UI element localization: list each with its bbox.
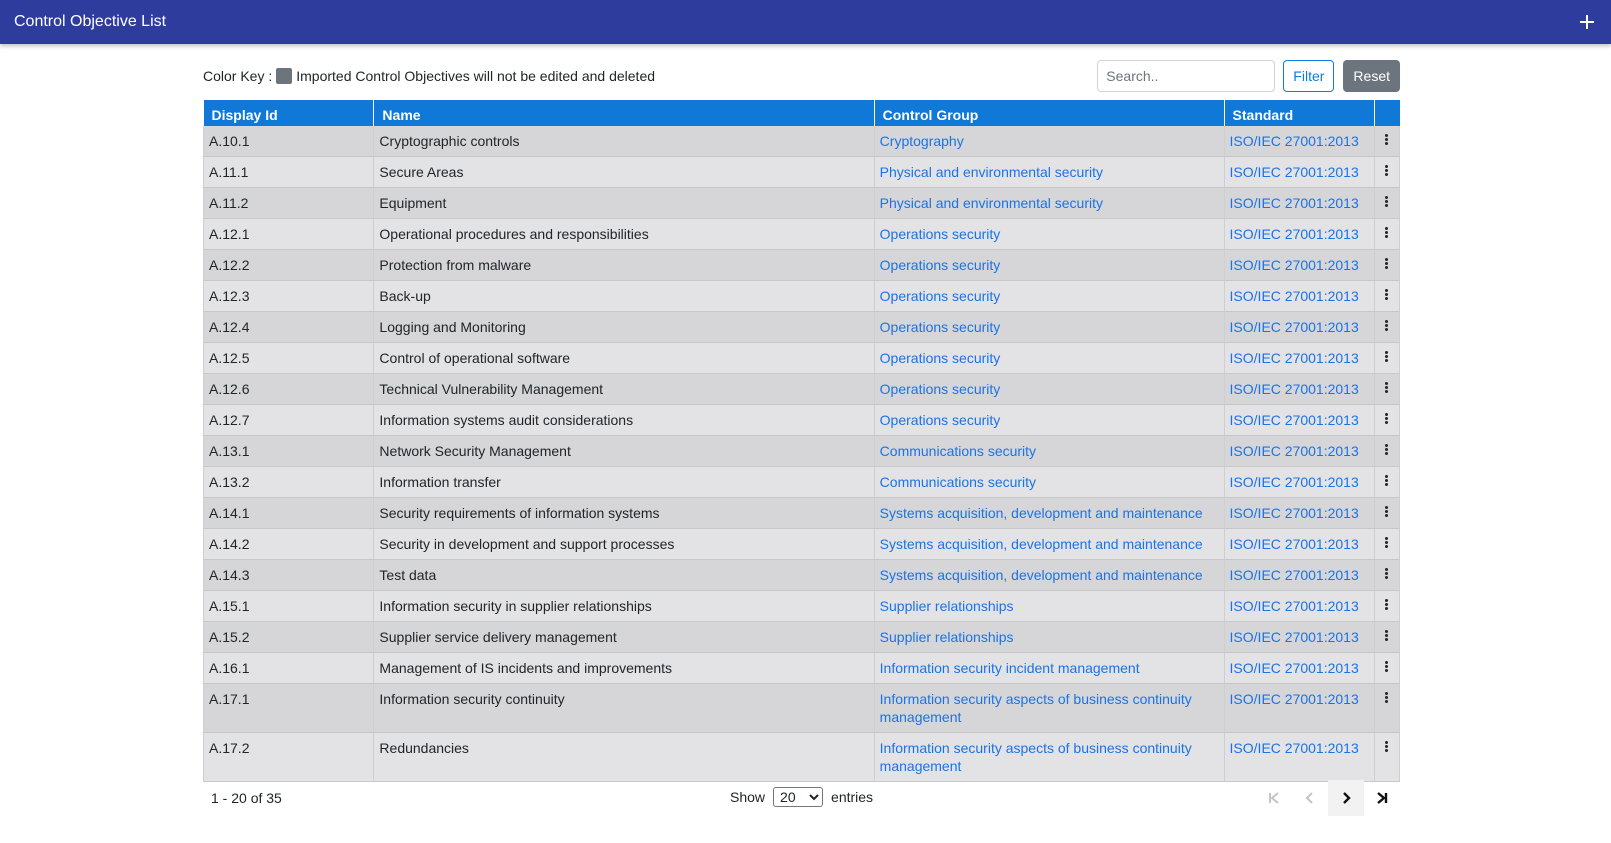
control-group-link[interactable]: Operations security xyxy=(879,257,1001,273)
control-group-link[interactable]: Information security aspects of business continuity management xyxy=(879,691,1192,725)
control-group-link[interactable]: Operations security xyxy=(879,288,1001,304)
table-row[interactable] xyxy=(204,622,1400,653)
cell-name: Security requirements of information systems xyxy=(374,498,874,529)
cell-standard xyxy=(1224,219,1374,250)
table-row[interactable] xyxy=(204,529,1400,560)
more-options-icon[interactable] xyxy=(1385,691,1389,704)
cell-actions xyxy=(1374,529,1399,560)
cell-display-id: A.12.2 xyxy=(204,250,374,281)
table-row[interactable] xyxy=(204,591,1400,622)
show-label: Show xyxy=(730,789,766,805)
cell-control-group xyxy=(874,622,1224,653)
cell-name: Management of IS incidents and improvements xyxy=(374,653,874,684)
standard-link[interactable]: ISO/IEC 27001:2013 xyxy=(1229,505,1359,521)
control-group-link[interactable]: Physical and environmental security xyxy=(879,164,1104,180)
cell-control-group xyxy=(874,281,1224,312)
cell-actions xyxy=(1374,312,1399,343)
cell-control-group xyxy=(874,188,1224,219)
standard-link[interactable]: ISO/IEC 27001:2013 xyxy=(1229,691,1359,707)
cell-name: Back-up xyxy=(374,281,874,312)
toolbar xyxy=(203,60,1400,92)
cell-display-id: A.14.3 xyxy=(204,560,374,591)
column-header-standard[interactable]: Standard xyxy=(1224,100,1374,126)
cell-display-id: A.12.5 xyxy=(204,343,374,374)
cell-control-group xyxy=(874,467,1224,498)
standard-link[interactable]: ISO/IEC 27001:2013 xyxy=(1229,381,1359,397)
control-group-link[interactable]: Cryptography xyxy=(879,133,964,149)
cell-control-group xyxy=(874,653,1224,684)
standard-link[interactable]: ISO/IEC 27001:2013 xyxy=(1229,740,1359,756)
cell-display-id: A.14.2 xyxy=(204,529,374,560)
pagination xyxy=(1256,780,1400,816)
cell-name: Supplier service delivery management xyxy=(374,622,874,653)
control-group-link[interactable]: Supplier relationships xyxy=(879,598,1014,614)
color-key xyxy=(203,68,655,84)
control-group-link[interactable]: Systems acquisition, development and maintenance xyxy=(879,567,1203,583)
cell-control-group xyxy=(874,529,1224,560)
control-group-link[interactable]: Operations security xyxy=(879,381,1001,397)
cell-actions xyxy=(1374,684,1399,733)
cell-display-id: A.10.1 xyxy=(204,126,374,157)
more-options-icon[interactable] xyxy=(1385,567,1389,580)
more-options-icon[interactable] xyxy=(1385,412,1389,425)
cell-display-id: A.15.2 xyxy=(204,622,374,653)
cell-name: Redundancies xyxy=(374,733,874,782)
cell-name: Technical Vulnerability Management xyxy=(374,374,874,405)
standard-link[interactable]: ISO/IEC 27001:2013 xyxy=(1229,288,1359,304)
standard-link[interactable]: ISO/IEC 27001:2013 xyxy=(1229,350,1359,366)
table-row[interactable] xyxy=(204,467,1400,498)
cell-display-id: A.12.4 xyxy=(204,312,374,343)
cell-actions xyxy=(1374,591,1399,622)
cell-standard xyxy=(1224,405,1374,436)
cell-name: Control of operational software xyxy=(374,343,874,374)
control-objective-table xyxy=(203,100,1400,782)
cell-standard xyxy=(1224,374,1374,405)
cell-display-id: A.12.1 xyxy=(204,219,374,250)
table-row[interactable] xyxy=(204,436,1400,467)
cell-standard xyxy=(1224,467,1374,498)
cell-standard xyxy=(1224,622,1374,653)
cell-standard xyxy=(1224,684,1374,733)
table-footer xyxy=(203,780,1400,816)
cell-actions xyxy=(1374,157,1399,188)
cell-actions xyxy=(1374,436,1399,467)
cell-actions xyxy=(1374,188,1399,219)
cell-standard xyxy=(1224,157,1374,188)
more-options-icon[interactable] xyxy=(1385,536,1389,549)
more-options-icon[interactable] xyxy=(1385,350,1389,363)
cell-standard xyxy=(1224,188,1374,219)
cell-actions xyxy=(1374,343,1399,374)
cell-actions xyxy=(1374,653,1399,684)
cell-display-id: A.12.3 xyxy=(204,281,374,312)
table-row[interactable] xyxy=(204,374,1400,405)
control-group-link[interactable]: Systems acquisition, development and maintenance xyxy=(879,505,1203,521)
more-options-icon[interactable] xyxy=(1385,660,1389,673)
standard-link[interactable]: ISO/IEC 27001:2013 xyxy=(1229,536,1359,552)
more-options-icon[interactable] xyxy=(1385,443,1389,456)
standard-link[interactable]: ISO/IEC 27001:2013 xyxy=(1229,133,1359,149)
first-page-icon xyxy=(1267,791,1281,805)
cell-actions xyxy=(1374,219,1399,250)
table-row[interactable] xyxy=(204,219,1400,250)
standard-link[interactable]: ISO/IEC 27001:2013 xyxy=(1229,319,1359,335)
control-group-link[interactable]: Physical and environmental security xyxy=(879,195,1104,211)
entries-label: entries xyxy=(831,789,874,805)
table-row[interactable] xyxy=(204,733,1400,782)
cell-control-group xyxy=(874,560,1224,591)
column-header-name[interactable]: Name xyxy=(374,100,874,126)
color-key-swatch xyxy=(276,68,292,84)
table-row[interactable] xyxy=(204,405,1400,436)
more-options-icon[interactable] xyxy=(1385,133,1389,146)
cell-display-id: A.11.1 xyxy=(204,157,374,188)
cell-name: Test data xyxy=(374,560,874,591)
pagination-range: 1 - 20 of 35 xyxy=(211,790,282,806)
standard-link[interactable]: ISO/IEC 27001:2013 xyxy=(1229,226,1359,242)
search-group xyxy=(1097,60,1400,92)
table-row[interactable] xyxy=(204,653,1400,684)
table-row[interactable] xyxy=(204,684,1400,733)
more-options-icon[interactable] xyxy=(1385,195,1389,208)
standard-link[interactable]: ISO/IEC 27001:2013 xyxy=(1229,629,1359,645)
last-page-icon xyxy=(1375,791,1389,805)
cell-control-group xyxy=(874,312,1224,343)
more-options-icon[interactable] xyxy=(1385,226,1389,239)
chevron-left-icon xyxy=(1303,791,1317,805)
cell-control-group xyxy=(874,219,1224,250)
cell-standard xyxy=(1224,591,1374,622)
cell-name: Cryptographic controls xyxy=(374,126,874,157)
cell-standard xyxy=(1224,281,1374,312)
more-options-icon[interactable] xyxy=(1385,257,1389,270)
page-size-select[interactable] xyxy=(773,787,823,807)
more-options-icon[interactable] xyxy=(1385,319,1389,332)
more-options-icon[interactable] xyxy=(1385,164,1389,177)
cell-standard xyxy=(1224,312,1374,343)
table-row[interactable] xyxy=(204,250,1400,281)
more-options-icon[interactable] xyxy=(1385,598,1389,611)
top-bar xyxy=(0,0,1611,44)
cell-display-id: A.13.1 xyxy=(204,436,374,467)
more-options-icon[interactable] xyxy=(1385,288,1389,301)
table-row[interactable] xyxy=(204,126,1400,157)
more-options-icon[interactable] xyxy=(1385,740,1389,753)
more-options-icon[interactable] xyxy=(1385,474,1389,487)
standard-link[interactable]: ISO/IEC 27001:2013 xyxy=(1229,474,1359,490)
table-row[interactable] xyxy=(204,343,1400,374)
cell-actions xyxy=(1374,467,1399,498)
cell-control-group xyxy=(874,343,1224,374)
standard-link[interactable]: ISO/IEC 27001:2013 xyxy=(1229,195,1359,211)
table-row[interactable] xyxy=(204,188,1400,219)
control-group-link[interactable]: Communications security xyxy=(879,443,1037,459)
cell-control-group xyxy=(874,591,1224,622)
search-input[interactable] xyxy=(1097,60,1275,92)
cell-name: Information transfer xyxy=(374,467,874,498)
table-header-row xyxy=(204,100,1400,126)
cell-standard xyxy=(1224,529,1374,560)
standard-link[interactable]: ISO/IEC 27001:2013 xyxy=(1229,598,1359,614)
cell-standard xyxy=(1224,126,1374,157)
color-key-text: Imported Control Objectives will not be edited and deleted xyxy=(296,68,656,84)
control-group-link[interactable]: Communications security xyxy=(879,474,1037,490)
prev-page-button[interactable] xyxy=(1292,780,1328,816)
control-group-link[interactable]: Operations security xyxy=(879,412,1001,428)
reset-button[interactable]: Reset xyxy=(1343,60,1400,92)
last-page-button[interactable] xyxy=(1364,780,1400,816)
table-row[interactable] xyxy=(204,560,1400,591)
standard-link[interactable]: ISO/IEC 27001:2013 xyxy=(1229,660,1359,676)
cell-standard xyxy=(1224,250,1374,281)
page-title: Control Objective List xyxy=(14,13,167,30)
cell-name: Information security continuity xyxy=(374,684,874,733)
cell-actions xyxy=(1374,374,1399,405)
cell-name: Secure Areas xyxy=(374,157,874,188)
cell-standard xyxy=(1224,733,1374,782)
column-header-control-group[interactable]: Control Group xyxy=(874,100,1224,126)
cell-display-id: A.17.2 xyxy=(204,733,374,782)
cell-display-id: A.17.1 xyxy=(204,684,374,733)
cell-control-group xyxy=(874,126,1224,157)
cell-control-group xyxy=(874,436,1224,467)
page-size-control xyxy=(730,787,873,807)
add-icon[interactable] xyxy=(1575,10,1599,34)
cell-name: Equipment xyxy=(374,188,874,219)
cell-actions xyxy=(1374,622,1399,653)
cell-control-group xyxy=(874,250,1224,281)
standard-link[interactable]: ISO/IEC 27001:2013 xyxy=(1229,164,1359,180)
cell-display-id: A.16.1 xyxy=(204,653,374,684)
cell-actions xyxy=(1374,405,1399,436)
cell-name: Network Security Management xyxy=(374,436,874,467)
standard-link[interactable]: ISO/IEC 27001:2013 xyxy=(1229,567,1359,583)
standard-link[interactable]: ISO/IEC 27001:2013 xyxy=(1229,412,1359,428)
cell-display-id: A.12.6 xyxy=(204,374,374,405)
cell-standard xyxy=(1224,498,1374,529)
table-row[interactable] xyxy=(204,281,1400,312)
table-row[interactable] xyxy=(204,312,1400,343)
color-key-label: Color Key : xyxy=(203,68,273,84)
control-group-link[interactable]: Information security incident management xyxy=(879,660,1140,676)
cell-name: Information security in supplier relationships xyxy=(374,591,874,622)
cell-name: Security in development and support processes xyxy=(374,529,874,560)
cell-name: Information systems audit considerations xyxy=(374,405,874,436)
more-options-icon[interactable] xyxy=(1385,381,1389,394)
cell-control-group xyxy=(874,405,1224,436)
cell-actions xyxy=(1374,250,1399,281)
cell-display-id: A.13.2 xyxy=(204,467,374,498)
cell-actions xyxy=(1374,560,1399,591)
first-page-button[interactable] xyxy=(1256,780,1292,816)
column-header-actions xyxy=(1374,100,1399,126)
cell-control-group xyxy=(874,733,1224,782)
cell-display-id: A.11.2 xyxy=(204,188,374,219)
standard-link[interactable]: ISO/IEC 27001:2013 xyxy=(1229,257,1359,273)
column-header-display-id[interactable]: Display Id xyxy=(204,100,374,126)
standard-link[interactable]: ISO/IEC 27001:2013 xyxy=(1229,443,1359,459)
cell-actions xyxy=(1374,281,1399,312)
more-options-icon[interactable] xyxy=(1385,505,1389,518)
cell-name: Protection from malware xyxy=(374,250,874,281)
more-options-icon[interactable] xyxy=(1385,629,1389,642)
cell-control-group xyxy=(874,157,1224,188)
cell-standard xyxy=(1224,436,1374,467)
control-group-link[interactable]: Information security aspects of business continuity management xyxy=(879,740,1192,774)
next-page-button[interactable] xyxy=(1328,780,1364,816)
cell-actions xyxy=(1374,126,1399,157)
table-row[interactable] xyxy=(204,157,1400,188)
control-group-link[interactable]: Supplier relationships xyxy=(879,629,1014,645)
cell-display-id: A.12.7 xyxy=(204,405,374,436)
cell-display-id: A.14.1 xyxy=(204,498,374,529)
control-group-link[interactable]: Operations security xyxy=(879,319,1001,335)
cell-standard xyxy=(1224,560,1374,591)
control-group-link[interactable]: Systems acquisition, development and maintenance xyxy=(879,536,1203,552)
cell-control-group xyxy=(874,374,1224,405)
filter-button[interactable]: Filter xyxy=(1283,60,1334,92)
cell-standard xyxy=(1224,653,1374,684)
cell-standard xyxy=(1224,343,1374,374)
cell-control-group xyxy=(874,498,1224,529)
cell-name: Logging and Monitoring xyxy=(374,312,874,343)
control-group-link[interactable]: Operations security xyxy=(879,226,1001,242)
control-group-link[interactable]: Operations security xyxy=(879,350,1001,366)
cell-control-group xyxy=(874,684,1224,733)
cell-name: Operational procedures and responsibilities xyxy=(374,219,874,250)
cell-display-id: A.15.1 xyxy=(204,591,374,622)
cell-actions xyxy=(1374,498,1399,529)
chevron-right-icon xyxy=(1339,791,1353,805)
cell-actions xyxy=(1374,733,1399,782)
table-row[interactable] xyxy=(204,498,1400,529)
